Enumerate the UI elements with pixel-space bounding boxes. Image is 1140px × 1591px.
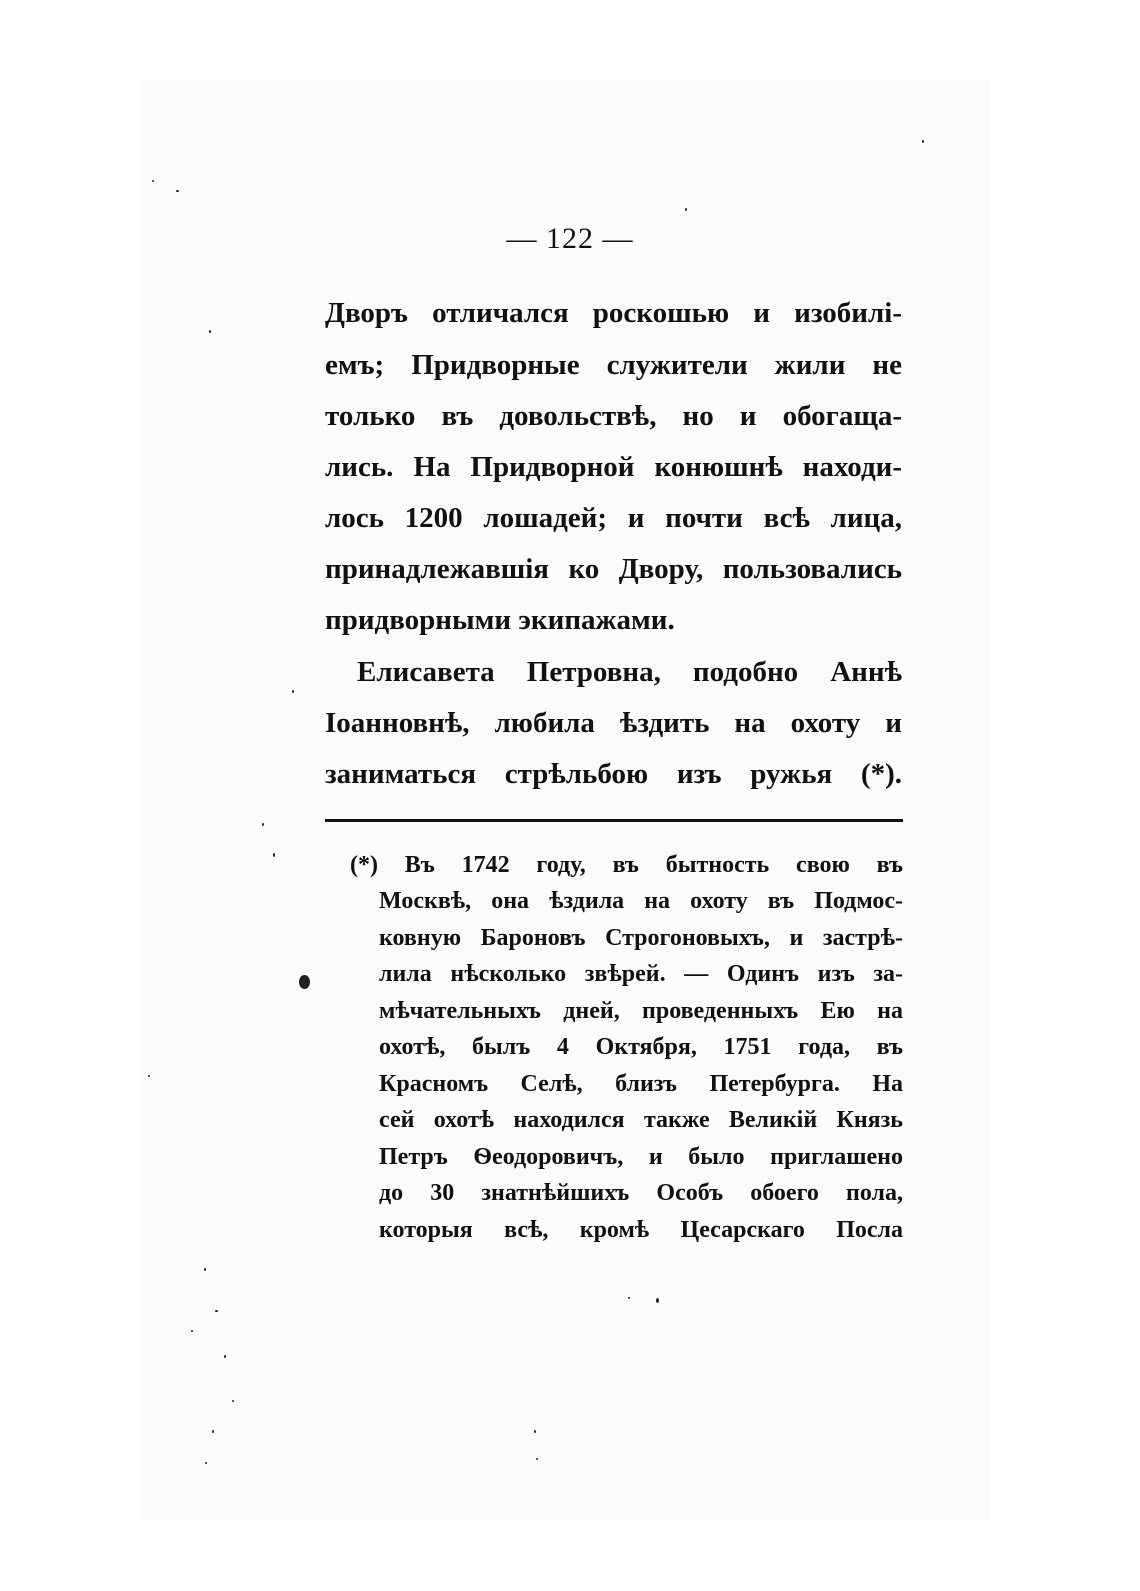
main-text-line: Іоанновнѣ, любила ѣздить на охоту и — [325, 707, 902, 739]
scan-speck — [685, 208, 687, 211]
scan-speck — [536, 1458, 538, 1460]
scan-speck — [191, 1330, 193, 1332]
scan-speck — [204, 1268, 206, 1271]
scan-speck — [656, 1298, 659, 1303]
footnote-line: Красномъ Селѣ, близъ Петербурга. На — [379, 1071, 903, 1097]
footnote-line: (*) Въ 1742 году, въ бытность свою въ — [350, 852, 903, 878]
scan-speck — [262, 823, 264, 826]
main-text-line: Дворъ отличался роскошью и изобилі- — [325, 297, 902, 329]
main-text-line: придворными экипажами. — [325, 604, 675, 636]
footnote-line: мѣчательныхъ дней, проведенныхъ Ею на — [379, 998, 903, 1024]
scan-speck — [273, 853, 275, 857]
footnote-line: лила нѣсколько звѣрей. — Одинъ изъ за- — [379, 961, 903, 987]
main-text-line: принадлежавшія ко Двору, пользовались — [325, 553, 902, 585]
scan-speck — [232, 1400, 234, 1402]
scan-speck — [148, 1075, 150, 1077]
footnote-line: которыя всѣ, кромѣ Цесарскаго Посла — [379, 1217, 903, 1243]
page-number: — 122 — — [506, 222, 634, 255]
ink-blot — [299, 975, 310, 989]
footnote-divider — [325, 819, 903, 822]
main-text-line: емъ; Придворные служители жили не — [325, 349, 902, 381]
footnote-line: до 30 знатнѣйшихъ Особъ обоего пола, — [379, 1180, 903, 1206]
scan-speck — [209, 330, 211, 333]
scan-speck — [205, 1462, 207, 1464]
footnote-line: ковную Бароновъ Строгоновыхъ, и застрѣ- — [379, 925, 903, 951]
footnote-line: охотѣ, былъ 4 Октября, 1751 года, въ — [379, 1034, 903, 1060]
main-text-line: лись. На Придворной конюшнѣ находи- — [325, 451, 902, 483]
main-text-line: лось 1200 лошадей; и почти всѣ лица, — [325, 502, 902, 534]
scan-speck — [224, 1355, 226, 1358]
scan-speck — [152, 180, 154, 182]
scan-speck — [212, 1430, 214, 1433]
footnote-line: Москвѣ, она ѣздила на охоту въ Подмос- — [379, 888, 903, 914]
main-text-line: заниматься стрѣльбою изъ ружья (*). — [325, 758, 902, 790]
footnote-line: сей охотѣ находился также Великій Князь — [379, 1107, 903, 1133]
scan-speck — [628, 1297, 630, 1299]
scan-speck — [922, 140, 924, 143]
scan-speck — [176, 190, 179, 192]
main-text-line: только въ довольствѣ, но и обогаща- — [325, 400, 902, 432]
scan-speck — [292, 690, 294, 693]
footnote-line: Петръ Ѳеодоровичъ, и было приглашено — [379, 1144, 903, 1170]
scan-speck — [215, 1310, 218, 1312]
paragraph-start-line: Елисавета Петровна, подобно Аннѣ — [357, 656, 902, 688]
scan-speck — [534, 1430, 536, 1433]
